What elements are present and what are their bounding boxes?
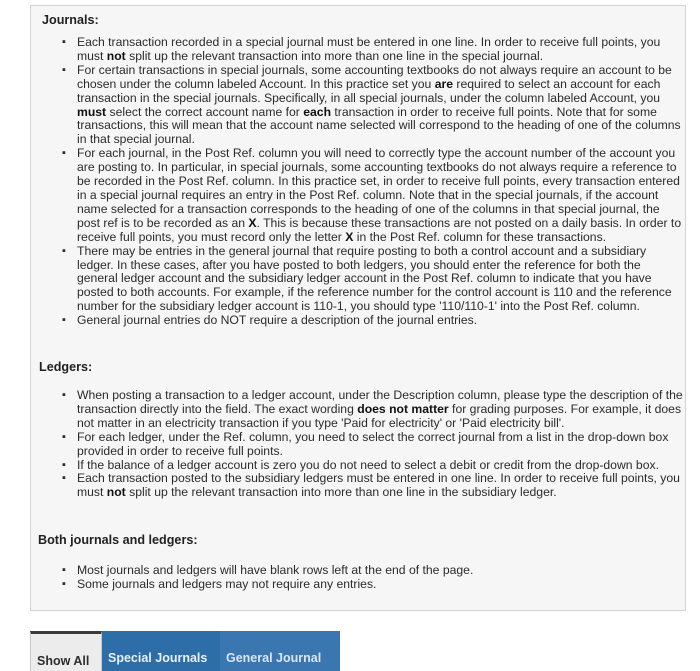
both-item-2: ▪ Some journals and ledgers may not require any entries. [60, 578, 680, 592]
tab-general-journal[interactable]: General Journal [220, 631, 340, 671]
journals-item-1: ▪ Each transaction recorded in a special journal must be entered in one line. In order to receive full points, you must not split up the relevant transaction into more than one line in the special journal. [60, 36, 682, 64]
ledgers-item-1: ▪ When posting a transaction to a ledger account, under the Description column, please type the description of the transaction directly into the field. The exact wording does not matter for grading purposes. For example, it does not matter in an electricity transaction if you type 'Paid for electricity' or 'Paid electricity bill'. [60, 389, 684, 431]
ledgers-item-4: ▪ Each transaction posted to the subsidiary ledgers must be entered in one line. In order to receive full points, you must not split up the relevant transaction into more than one line in the subsidiary ledger. [60, 472, 684, 500]
journals-item-3: ▪ For each journal, in the Post Ref. column you will need to correctly type the account number of the account you are posting to. In particular, in special journals, some accounting textbooks do not always require a reference to be recorded in the Post Ref. column. In this practice set, in order to receive full points, every transaction entered in a special journal requires an entry in the Post Ref. column. Note that in the special journals, if the account name selected for a transaction corresponds to the heading of one of the columns in that special journal, the post ref is to be recorded as an X. This is because these transactions are not posted on a daily basis. In order to receive full points, you must record only the letter X in the Post Ref. column for these transactions. [60, 147, 682, 244]
tab-special-journals[interactable]: Special Journals [102, 631, 220, 671]
journals-item-5: ▪ General journal entries do NOT require a description of the journal entries. [60, 314, 682, 328]
journals-list [60, 36, 682, 328]
both-heading: Both journals and ledgers: [38, 533, 198, 547]
tab-show-all[interactable]: Show All [30, 631, 102, 671]
journals-item-4: ▪ There may be entries in the general journal that require posting to both a control account and a subsidiary ledger. In these cases, after you have posted to both ledgers, you should enter the reference for both the general ledger account and the subsidiary ledger account in the Post Ref. column to indicate that you have posted to both accounts. For example, if the reference number for the control account is 110 and the reference number for the subsidiary ledger account is 110-1, you should type '110/110-1' into the Post Ref. column. [60, 245, 682, 315]
both-list [60, 564, 680, 592]
ledgers-item-2: ▪ For each ledger, under the Ref. column, you need to select the correct journal from a list in the drop-down box provided in order to receive full points. [60, 431, 684, 459]
ledgers-heading: Ledgers: [39, 360, 93, 374]
ledgers-item-3: ▪ If the balance of a ledger account is zero you do not need to select a debit or credit from the drop-down box. [60, 459, 684, 473]
both-item-1: ▪ Most journals and ledgers will have blank rows left at the end of the page. [60, 564, 680, 578]
journals-item-2: ▪ For certain transactions in special journals, some accounting textbooks do not always require an account to be chosen under the column labeled Account. In this practice set you are required to select an account for each transaction in the special journals. Specifically, in all special journals, under the column labeled Account, you must select the correct account name for each transaction in order to receive full points. Note that for some transactions, this will mean that the account name selected will correspond to the heading of one of the columns in that special journal. [60, 64, 682, 147]
journals-heading: Journals: [42, 13, 99, 27]
view-tab-bar [30, 631, 690, 671]
ledgers-list [60, 389, 684, 500]
